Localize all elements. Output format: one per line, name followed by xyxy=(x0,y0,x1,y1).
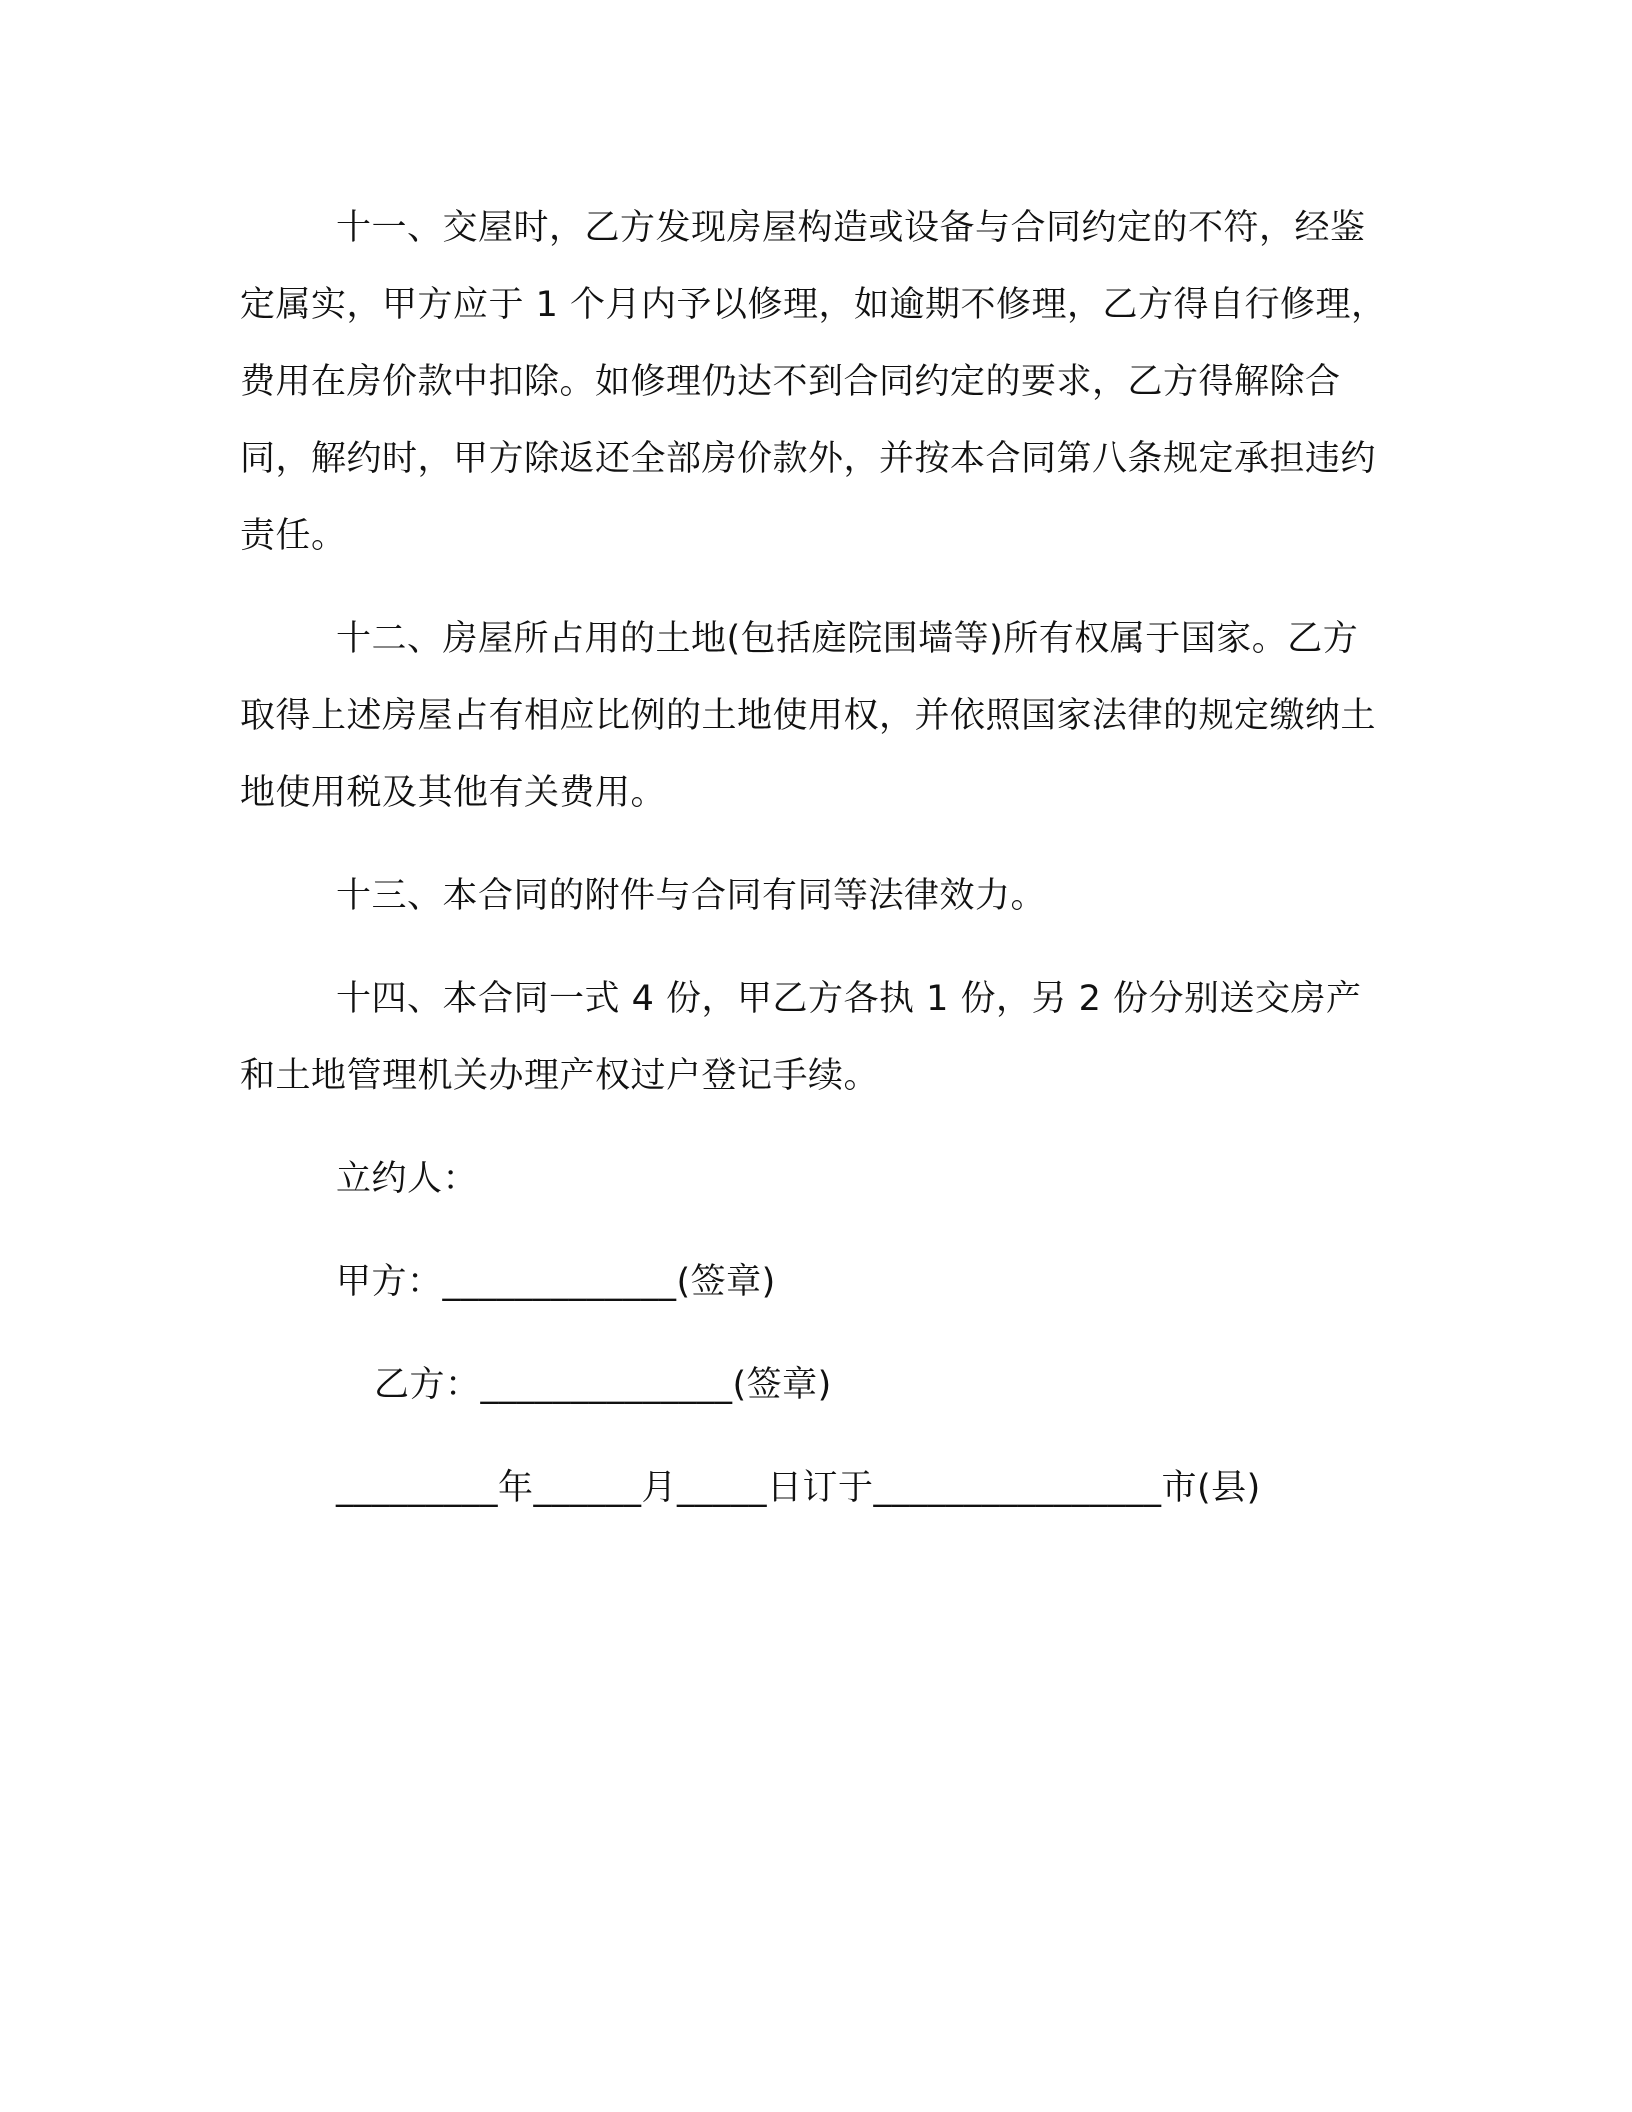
clause-14: 十四、本合同一式 4 份，甲乙方各执 1 份，另 2 份分别送交房产和土地管理机关办理产权过户登记手续。 xyxy=(240,979,1362,1096)
clause-13: 十三、本合同的附件与合同有同等法律效力。 xyxy=(336,876,1047,916)
clause-12: 十二、房屋所占用的土地(包括庭院围墙等)所有权属于国家。乙方取得上述房屋占有相应比例的土地使用权，并依照国家法律的规定缴纳土地使用税及其他有关费用。 xyxy=(240,619,1377,813)
clause-11: 十一、交屋时，乙方发现房屋构造或设备与合同约定的不符，经鉴定属实，甲方应于 1 个月内予以修理，如逾期不修理，乙方得自行修理，费用在房价款中扣除。如修理仍达不到合同约定的要求，乙方得解除合同，解约时，甲方除返还全部房价款外，并按本合同第八条规定承担违约责任。 xyxy=(240,208,1387,556)
party-b-signature-line: 乙方：______________(签章) xyxy=(374,1365,832,1405)
party-a-signature-line: 甲方：_____________(签章) xyxy=(336,1262,776,1302)
document-body xyxy=(240,190,1390,1553)
date-place-line: _________年______月_____日订于________________市(县) xyxy=(336,1468,1261,1508)
signatories-label: 立约人： xyxy=(336,1159,479,1199)
